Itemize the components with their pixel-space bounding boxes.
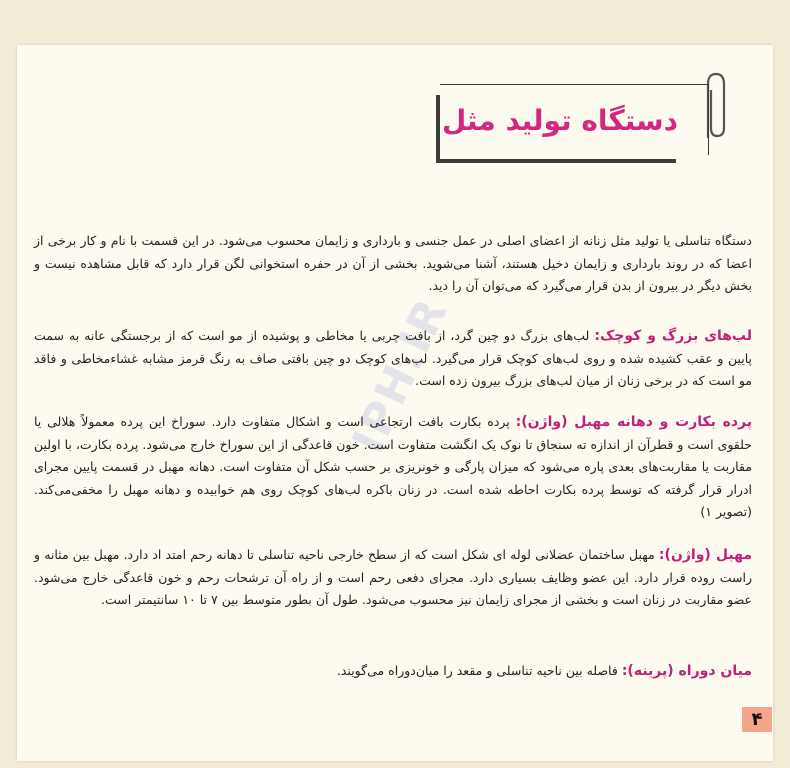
perineum-paragraph <box>34 660 752 683</box>
hymen-paragraph <box>34 411 752 524</box>
paragraph-heading: لب‌های بزرگ و کوچک: <box>594 328 752 344</box>
paragraph-text: لب‌های بزرگ دو چین گرد، از بافت چربی یا مخاطی و پوشیده از مو است که از برجستگی عانه به سمت پایین و عقب کشیده شده و روی لب‌های کوچک قرار می‌گیرد. لب‌های کوچک دو چین بافتی صاف به رنگ قرمز مشابه غشاءمخاطی و فاقد مو است که در برخی زنان از میان لب‌های بزرگ بیرون زده است. <box>34 328 752 388</box>
paragraph-heading: میان دوراه (پرینه): <box>621 663 752 679</box>
paragraph-text: مهبل ساختمان عضلانی لوله ای شکل است که از سطح خارجی ناحیه تناسلی تا دهانه رحم امتد اد دارد. مهبل بین مثانه و راست روده قرار دارد. این عضو وظایف بسیاری دارد. مجرای دفعی رحم است و از راه آن ترشحات رحم و خون قاعدگی خارج می‌شود. عضو مقاربت در زنان است و بخشی از مجرای زایمان نیز محسوب می‌شود. طول آن بطور متوسط بین ۷ تا ۱۰ سانتیمتر است. <box>34 547 752 607</box>
labia-paragraph <box>34 325 752 393</box>
paragraph-heading: پرده بکارت و دهانه مهبل (واژن): <box>515 414 752 430</box>
paragraph-heading: مهبل (واژن): <box>658 547 752 563</box>
paragraph-text: پرده بکارت بافت ارتجاعی است و اشکال متفاوت دارد. سوراخ این پرده معمولاً هلالی یا حلقوی است و قطرآن از اندازه ته سنجاق تا نوک یک انگشت متفاوت است. خون قاعدگی از این سوراخ خارج می‌شود. پرده بکارت، با اولین مقاربت یا مقاربت‌های بعدی پاره می‌شود که میزان پارگی و خونریزی بر حسب شکل آن متفاوت است. دهانه مهبل در قسمت پایین مجرای ادرار قرار گرفته که توسط پرده بکارت احاطه شده است. در زنان باکره لب‌های کوچک روی هم خوابیده و دهانه مهبل را مخفی‌می‌کند.(تصویر ۱) <box>34 414 752 519</box>
intro-paragraph <box>34 230 752 298</box>
page-title: دستگاه تولید مثل <box>441 104 679 137</box>
vagina-paragraph <box>34 544 752 612</box>
page-number-badge: ۴ <box>742 707 772 732</box>
paragraph-text: دستگاه تناسلی یا تولید مثل زنانه از اعضای اصلی در عمل جنسی و بارداری و زایمان محسوب می‌شود. در این قسمت با نام و کار برخی از اعضا که در روند بارداری و زایمان دخیل هستند، آشنا می‌شوید. بخشی از آن در حفره استخوانی لگن قرار دارد که قابل مشاهده نیست و بخش دیگر در بیرون از بدن قرار می‌گیرد که می‌توان آن را دید. <box>34 233 752 293</box>
watermark: IPH.IR <box>342 289 458 461</box>
paragraph-text: فاصله بین ناحیه تناسلی و مقعد را میان‌دوراه می‌گویند. <box>336 663 618 678</box>
